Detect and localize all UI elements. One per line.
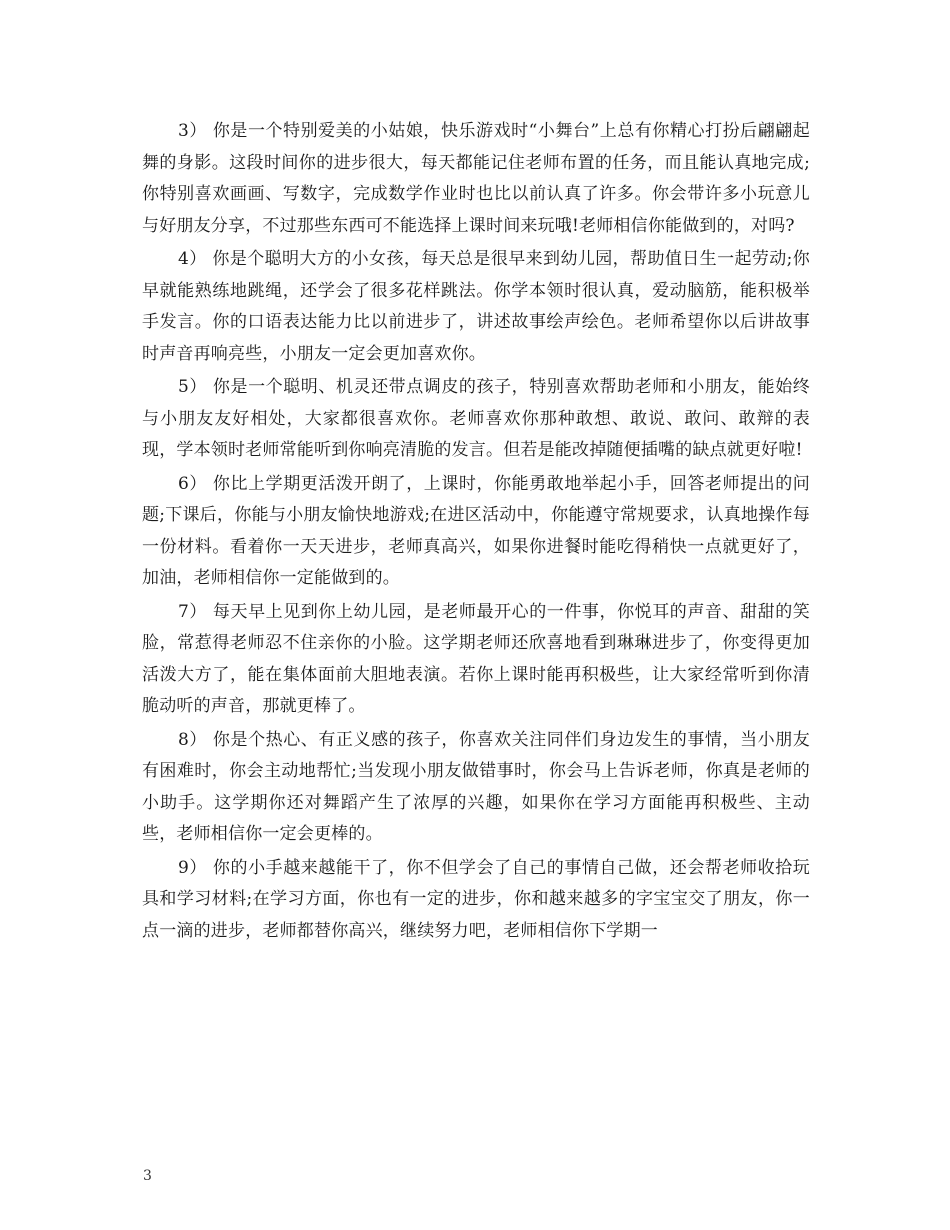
paragraph-7: 7） 每天早上见到你上幼儿园，是老师最开心的一件事，你悦耳的声音、甜甜的笑脸，常惹得老师忍不住亲你的小脸。这学期老师还欣喜地看到琳琳进步了，你变得更加活泼大方了，能在集体面前大胆地表演。若你上课时能再积极些，让大家经常听到你清脆动听的声音，那就更棒了。 (142, 601, 810, 716)
paragraph-8: 8） 你是个热心、有正义感的孩子，你喜欢关注同伴们身边发生的事情，当小朋友有困难时，你会主动地帮忙;当发现小朋友做错事时，你会马上告诉老师，你真是老师的小助手。这学期你还对舞蹈产生了浓厚的兴趣，如果你在学习方面能再积极些、主动些，老师相信你一定会更棒的。 (142, 729, 810, 844)
paragraph-4: 4） 你是个聪明大方的小女孩，每天总是很早来到幼儿园，帮助值日生一起劳动;你早就能熟练地跳绳，还学会了很多花样跳法。你学本领时很认真，爱动脑筋，能积极举手发言。你的口语表达能力比以前进步了，讲述故事绘声绘色。老师希望你以后讲故事时声音再响亮些，小朋友一定会更加喜欢你。 (142, 249, 810, 364)
page-number: 3 (143, 1168, 152, 1184)
paragraph-3: 3） 你是一个特别爱美的小姑娘，快乐游戏时“小舞台”上总有你精心打扮后翩翩起舞的身影。这段时间你的进步很大，每天都能记住老师布置的任务，而且能认真地完成;你特别喜欢画画、写数字，完成数学作业时也比以前认真了许多。你会带许多小玩意儿与好朋友分享，不过那些东西可不能选择上课时间来玩哦!老师相信你能做到的，对吗? (142, 121, 810, 236)
paragraph-9: 9） 你的小手越来越能干了，你不但学会了自己的事情自己做，还会帮老师收拾玩具和学习材料;在学习方面，你也有一定的进步，你和越来越多的字宝宝交了朋友，你一点一滴的进步，老师都替你高兴，继续努力吧，老师相信你下学期一 (142, 857, 810, 941)
document-body (142, 116, 810, 949)
paragraph-5: 5） 你是一个聪明、机灵还带点调皮的孩子，特别喜欢帮助老师和小朋友，能始终与小朋友友好相处，大家都很喜欢你。老师喜欢你那种敢想、敢说、敢问、敢辩的表现，学本领时老师常能听到你响亮清脆的发言。但若是能改掉随便插嘴的缺点就更好啦! (142, 377, 810, 460)
paragraph-6: 6） 你比上学期更活泼开朗了，上课时，你能勇敢地举起小手，回答老师提出的问题;下课后，你能与小朋友愉快地游戏;在进区活动中，你能遵守常规要求，认真地操作每一份材料。看着你一天天进步，老师真高兴，如果你进餐时能吃得稍快一点就更好了，加油，老师相信你一定能做到的。 (142, 473, 810, 588)
